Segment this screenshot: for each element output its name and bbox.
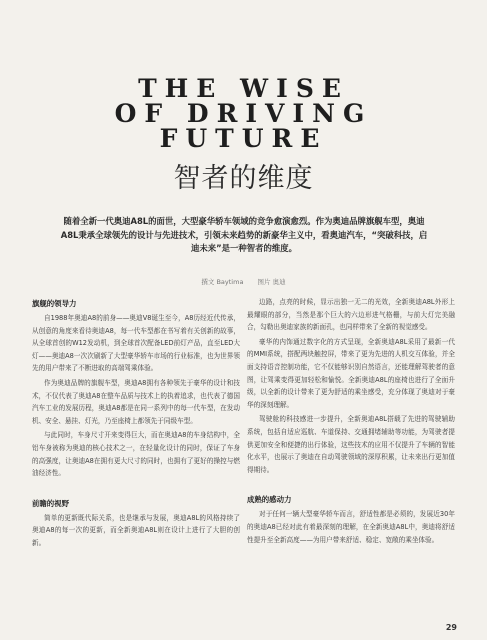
byline	[0, 277, 487, 286]
byline-photo: 图片 奥迪	[257, 278, 286, 286]
right-paragraph-1: 边路，点亮的时候，显示出独一无二的光效，全新奥迪A8L外形上最耀眼的部分，当然是那个巨大的六边形进气格栅，与前大灯完美融合，勾勒出奥迪家族的新面孔，也同样带来了全新的视觉感受。	[247, 298, 455, 332]
section-heading-leadership: 旗舰的领导力	[32, 299, 77, 308]
section-heading-vision: 前瞻的视野	[32, 498, 69, 508]
right-paragraph-3: 驾驶舱的科技感进一步提升，全新奥迪A8L搭载了先进的驾驶辅助系统，包括自适应巡航、车道保持、交通拥堵辅助等功能，为驾驶者提供更加安全和便捷的出行体验，这些技术的应用不仅提升了车辆的智能化水平，也展示了奥迪在自动驾驶领域的深厚积累，让未来出行更加值得期待。	[247, 415, 455, 474]
chinese-title: 智者的维度	[173, 163, 314, 194]
english-title-line-2: OF DRIVING	[114, 99, 373, 128]
right-paragraph-2: 豪华的内饰通过数字化的方式呈现，全新奥迪A8L采用了最新一代的MMI系统，搭配两块触控屏，带来了更为先进的人机交互体验，并全面支持语音控制功能，它不仅能够识别自然语言，还能理解驾驶者的意图，让驾乘变得更加轻松和愉悦。全新奥迪A8L的座椅也进行了全面升级，以全新的设计带来了更为舒适的乘坐感受，充分体现了奥迪对于豪华的深刻理解。	[247, 337, 455, 409]
left-paragraph-2: 作为奥迪品牌的旗舰车型，奥迪A8拥有各种领先于豪华的设计和技术，不仅代表了奥迪A8在整车品质与技术上的执着追求，也代表了德国汽车工业的发展历程，奥迪A8都是在同一系列中的每一代车型，在发动机、安全、悬挂、灯光，乃至座椅上都领先于同级车型。	[32, 378, 240, 425]
right-paragraph-4: 对于任何一辆大型豪华轿车而言，舒适性都是必须的，发展近30年的奥迪A8已经对此有着最深刻的理解，在全新奥迪A8L中，奥迪将舒适性提升至全新高度——为用户带来舒适、稳定、宽敞的乘坐体验。	[247, 510, 455, 544]
section-heading-mature: 成熟的感动力	[247, 495, 292, 505]
english-title-line-1: THE WISE	[138, 74, 349, 103]
english-title-line-3: FUTURE	[159, 124, 328, 153]
english-title	[0, 76, 487, 151]
page-number: 29	[445, 623, 457, 632]
left-paragraph-3: 与此同时，车身尺寸开来变得巨大，而在奥迪A8的车身结构中，全铝车身被称为奥迪的核心技术之一，在轻量化设计的同时，保证了车身的高强度，让奥迪A8在拥有更大尺寸的同时，也拥有了更好的操控与燃油经济性。	[32, 431, 240, 478]
lead-paragraph: 随着全新一代奥迪A8L的面世，大型豪华轿车领域的竞争愈演愈烈。作为奥迪品牌旗舰车型，奥迪A8L秉承全球领先的设计与先进技术，引领未来趋势的新豪华主义中，看奥迪汽车，“突破科技，启迪未来”是一种智者的维度。	[60, 216, 428, 253]
left-paragraph-4: 简单的更新既代际关系，也是继承与发展，奥迪A8L的风格持续了奥迪A8的每一次的更新，而全新奥迪A8L则在设计上进行了大胆的创新。	[32, 513, 240, 547]
section-gap	[32, 482, 240, 498]
left-column	[32, 298, 240, 552]
right-column	[247, 296, 455, 548]
byline-author: 撰文 Baytima	[201, 278, 244, 286]
section-gap	[247, 478, 455, 494]
left-paragraph-1: 自1988年奥迪A8的前身——奥迪V8诞生至今，A8历经近代传承，从创意的角度来看待奥迪A8，每一代车型都在书写着有关创新的故事，从全球首创的W12发动机，到全球首次配备LED前灯产品，直至LED大灯——奥迪A8一次次刷新了大型豪华轿车市场的行业标准，也为世界领先的用户带来了不断进取的高端驾乘体验。	[32, 314, 240, 373]
